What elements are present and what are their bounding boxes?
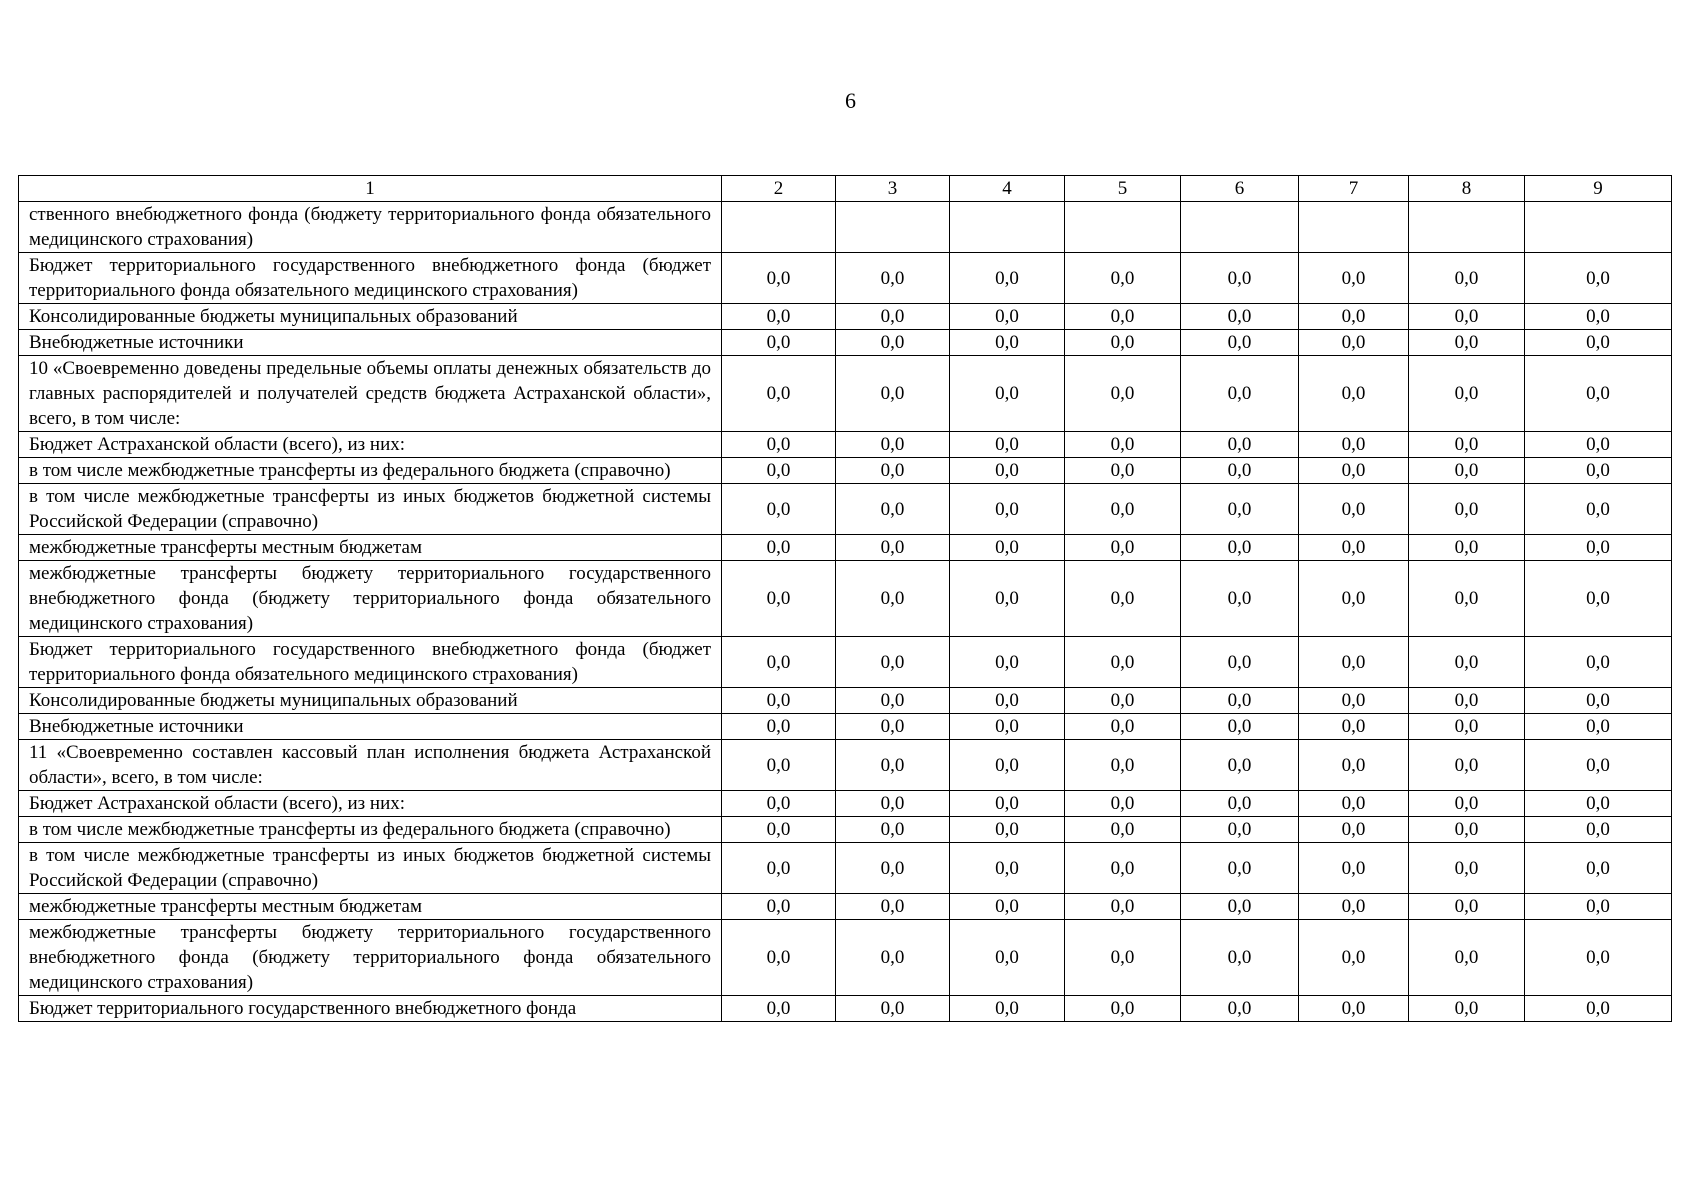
value-cell: 0,0 [1065,304,1181,330]
value-cell: 0,0 [836,484,950,535]
value-cell: 0,0 [950,356,1065,432]
value-cell: 0,0 [1525,356,1672,432]
value-cell: 0,0 [1065,817,1181,843]
column-number: 4 [950,176,1065,202]
value-cell: 0,0 [1525,330,1672,356]
value-cell: 0,0 [1409,637,1525,688]
table-row [19,561,1672,637]
column-number: 3 [836,176,950,202]
value-cell: 0,0 [1181,920,1299,996]
budget-table [18,175,1672,1022]
value-cell: 0,0 [1181,996,1299,1022]
value-cell: 0,0 [1409,843,1525,894]
value-cell: 0,0 [1299,894,1409,920]
row-label: межбюджетные трансферты бюджету территориального государственного внебюджетного фонда (бюджету территориального фонда обязательного медицинского страхования) [19,920,722,996]
value-cell: 0,0 [950,791,1065,817]
row-label: Бюджет территориального государственного внебюджетного фонда (бюджет территориального фонда обязательного медицинского страхования) [19,253,722,304]
row-label: 10 «Своевременно доведены предельные объемы оплаты денежных обязательств до главных распорядителей и получателей средств бюджета Астраханской области», всего, в том числе: [19,356,722,432]
value-cell: 0,0 [1181,484,1299,535]
column-number: 9 [1525,176,1672,202]
value-cell: 0,0 [1409,432,1525,458]
value-cell: 0,0 [722,484,836,535]
value-cell: 0,0 [1299,330,1409,356]
column-number: 1 [19,176,722,202]
column-number-row [19,176,1672,202]
value-cell: 0,0 [1181,791,1299,817]
value-cell: 0,0 [1525,791,1672,817]
value-cell: 0,0 [836,304,950,330]
value-cell: 0,0 [1409,714,1525,740]
column-number: 2 [722,176,836,202]
value-cell: 0,0 [836,432,950,458]
value-cell: 0,0 [836,561,950,637]
value-cell: 0,0 [836,996,950,1022]
value-cell: 0,0 [1525,894,1672,920]
value-cell: 0,0 [1181,688,1299,714]
value-cell: 0,0 [836,356,950,432]
value-cell: 0,0 [1409,484,1525,535]
row-label: Бюджет территориального государственного внебюджетного фонда [19,996,722,1022]
value-cell: 0,0 [1181,458,1299,484]
value-cell [836,202,950,253]
table-row [19,740,1672,791]
value-cell: 0,0 [950,996,1065,1022]
value-cell: 0,0 [1525,714,1672,740]
value-cell: 0,0 [722,740,836,791]
value-cell: 0,0 [1065,843,1181,894]
value-cell: 0,0 [1181,356,1299,432]
table-row [19,920,1672,996]
value-cell: 0,0 [1299,561,1409,637]
table-row [19,458,1672,484]
row-label: Консолидированные бюджеты муниципальных образований [19,688,722,714]
value-cell: 0,0 [1181,304,1299,330]
value-cell: 0,0 [1065,791,1181,817]
value-cell: 0,0 [1065,637,1181,688]
value-cell: 0,0 [1299,791,1409,817]
value-cell: 0,0 [836,637,950,688]
value-cell: 0,0 [1065,458,1181,484]
value-cell [1525,202,1672,253]
value-cell: 0,0 [1525,561,1672,637]
value-cell: 0,0 [1065,740,1181,791]
value-cell: 0,0 [1181,843,1299,894]
row-label: в том числе межбюджетные трансферты из федерального бюджета (справочно) [19,817,722,843]
value-cell: 0,0 [836,458,950,484]
value-cell [722,202,836,253]
value-cell: 0,0 [836,253,950,304]
value-cell: 0,0 [1299,740,1409,791]
value-cell: 0,0 [1299,637,1409,688]
column-number: 8 [1409,176,1525,202]
table-row [19,330,1672,356]
value-cell: 0,0 [1299,458,1409,484]
row-label: в том числе межбюджетные трансферты из иных бюджетов бюджетной системы Российской Федерации (справочно) [19,843,722,894]
value-cell: 0,0 [950,817,1065,843]
value-cell: 0,0 [1181,714,1299,740]
page-number: 6 [845,88,856,113]
table-row [19,356,1672,432]
value-cell: 0,0 [1299,304,1409,330]
value-cell: 0,0 [1299,714,1409,740]
value-cell: 0,0 [1525,432,1672,458]
value-cell: 0,0 [722,535,836,561]
value-cell: 0,0 [722,637,836,688]
value-cell: 0,0 [722,561,836,637]
value-cell: 0,0 [1299,817,1409,843]
value-cell: 0,0 [950,920,1065,996]
value-cell [1181,202,1299,253]
value-cell: 0,0 [1065,535,1181,561]
value-cell: 0,0 [1409,740,1525,791]
value-cell: 0,0 [1409,920,1525,996]
table-row [19,688,1672,714]
value-cell: 0,0 [1525,458,1672,484]
value-cell [1299,202,1409,253]
value-cell: 0,0 [1065,714,1181,740]
column-number: 6 [1181,176,1299,202]
value-cell: 0,0 [1409,561,1525,637]
value-cell: 0,0 [1181,330,1299,356]
value-cell: 0,0 [1299,253,1409,304]
table-row [19,637,1672,688]
value-cell: 0,0 [1525,484,1672,535]
value-cell: 0,0 [1299,688,1409,714]
value-cell: 0,0 [722,714,836,740]
value-cell: 0,0 [1181,817,1299,843]
value-cell: 0,0 [722,996,836,1022]
value-cell: 0,0 [950,484,1065,535]
row-label: 11 «Своевременно составлен кассовый план исполнения бюджета Астраханской области», всего, в том числе: [19,740,722,791]
value-cell: 0,0 [836,791,950,817]
table-row [19,996,1672,1022]
table-row [19,304,1672,330]
row-label: ственного внебюджетного фонда (бюджету территориального фонда обязательного медицинского страхования) [19,202,722,253]
value-cell: 0,0 [1065,356,1181,432]
value-cell: 0,0 [1065,561,1181,637]
value-cell: 0,0 [722,688,836,714]
value-cell: 0,0 [950,714,1065,740]
value-cell: 0,0 [1181,637,1299,688]
value-cell: 0,0 [722,304,836,330]
value-cell: 0,0 [950,843,1065,894]
value-cell: 0,0 [1525,535,1672,561]
value-cell: 0,0 [836,920,950,996]
value-cell: 0,0 [722,843,836,894]
value-cell: 0,0 [950,330,1065,356]
value-cell: 0,0 [722,253,836,304]
row-label: Бюджет Астраханской области (всего), из них: [19,432,722,458]
value-cell: 0,0 [1409,458,1525,484]
value-cell: 0,0 [1409,356,1525,432]
value-cell [950,202,1065,253]
value-cell: 0,0 [1299,432,1409,458]
value-cell: 0,0 [1525,637,1672,688]
value-cell: 0,0 [1525,304,1672,330]
value-cell: 0,0 [1181,432,1299,458]
value-cell: 0,0 [1181,561,1299,637]
value-cell: 0,0 [1181,894,1299,920]
value-cell: 0,0 [1409,253,1525,304]
table-row [19,817,1672,843]
value-cell: 0,0 [1065,920,1181,996]
row-label: межбюджетные трансферты бюджету территориального государственного внебюджетного фонда (бюджету территориального фонда обязательного медицинского страхования) [19,561,722,637]
value-cell: 0,0 [1409,996,1525,1022]
value-cell: 0,0 [836,894,950,920]
table-row [19,535,1672,561]
value-cell: 0,0 [1525,688,1672,714]
value-cell: 0,0 [1299,920,1409,996]
row-label: межбюджетные трансферты местным бюджетам [19,535,722,561]
column-number: 5 [1065,176,1181,202]
value-cell: 0,0 [950,535,1065,561]
table-row [19,894,1672,920]
value-cell: 0,0 [950,740,1065,791]
value-cell: 0,0 [950,432,1065,458]
value-cell: 0,0 [950,304,1065,330]
value-cell: 0,0 [1409,304,1525,330]
value-cell: 0,0 [1525,920,1672,996]
value-cell: 0,0 [722,894,836,920]
value-cell: 0,0 [950,253,1065,304]
value-cell: 0,0 [836,330,950,356]
value-cell: 0,0 [722,330,836,356]
value-cell: 0,0 [1525,996,1672,1022]
value-cell: 0,0 [836,688,950,714]
value-cell: 0,0 [1299,996,1409,1022]
table-row [19,202,1672,253]
value-cell: 0,0 [1299,843,1409,894]
value-cell: 0,0 [1409,330,1525,356]
value-cell: 0,0 [950,458,1065,484]
value-cell: 0,0 [1409,688,1525,714]
value-cell: 0,0 [1525,817,1672,843]
row-label: межбюджетные трансферты местным бюджетам [19,894,722,920]
value-cell: 0,0 [1181,535,1299,561]
row-label: Консолидированные бюджеты муниципальных образований [19,304,722,330]
value-cell: 0,0 [1065,996,1181,1022]
value-cell: 0,0 [722,920,836,996]
value-cell: 0,0 [722,432,836,458]
table-row [19,484,1672,535]
value-cell: 0,0 [722,356,836,432]
table-row [19,253,1672,304]
table-row [19,843,1672,894]
value-cell: 0,0 [1181,740,1299,791]
value-cell: 0,0 [1525,740,1672,791]
value-cell: 0,0 [1525,253,1672,304]
value-cell: 0,0 [1409,791,1525,817]
value-cell: 0,0 [1299,535,1409,561]
row-label: Внебюджетные источники [19,330,722,356]
value-cell: 0,0 [950,637,1065,688]
value-cell: 0,0 [950,561,1065,637]
value-cell: 0,0 [836,843,950,894]
value-cell: 0,0 [1299,356,1409,432]
table-body [19,202,1672,1022]
value-cell: 0,0 [722,817,836,843]
column-number: 7 [1299,176,1409,202]
value-cell: 0,0 [950,894,1065,920]
value-cell: 0,0 [1409,894,1525,920]
value-cell: 0,0 [836,535,950,561]
table-row [19,432,1672,458]
row-label: Бюджет территориального государственного внебюджетного фонда (бюджет территориального фонда обязательного медицинского страхования) [19,637,722,688]
value-cell: 0,0 [1065,484,1181,535]
value-cell: 0,0 [1181,253,1299,304]
value-cell: 0,0 [1299,484,1409,535]
table-row [19,791,1672,817]
value-cell: 0,0 [1065,688,1181,714]
value-cell: 0,0 [1065,253,1181,304]
value-cell: 0,0 [1065,894,1181,920]
row-label: Внебюджетные источники [19,714,722,740]
value-cell: 0,0 [1525,843,1672,894]
value-cell: 0,0 [950,688,1065,714]
value-cell [1065,202,1181,253]
value-cell: 0,0 [722,458,836,484]
value-cell: 0,0 [836,740,950,791]
row-label: Бюджет Астраханской области (всего), из них: [19,791,722,817]
row-label: в том числе межбюджетные трансферты из иных бюджетов бюджетной системы Российской Федерации (справочно) [19,484,722,535]
table-row [19,714,1672,740]
value-cell: 0,0 [1065,330,1181,356]
value-cell: 0,0 [836,817,950,843]
value-cell: 0,0 [1409,817,1525,843]
value-cell: 0,0 [1409,535,1525,561]
value-cell: 0,0 [1065,432,1181,458]
value-cell: 0,0 [722,791,836,817]
row-label: в том числе межбюджетные трансферты из федерального бюджета (справочно) [19,458,722,484]
value-cell: 0,0 [836,714,950,740]
value-cell [1409,202,1525,253]
